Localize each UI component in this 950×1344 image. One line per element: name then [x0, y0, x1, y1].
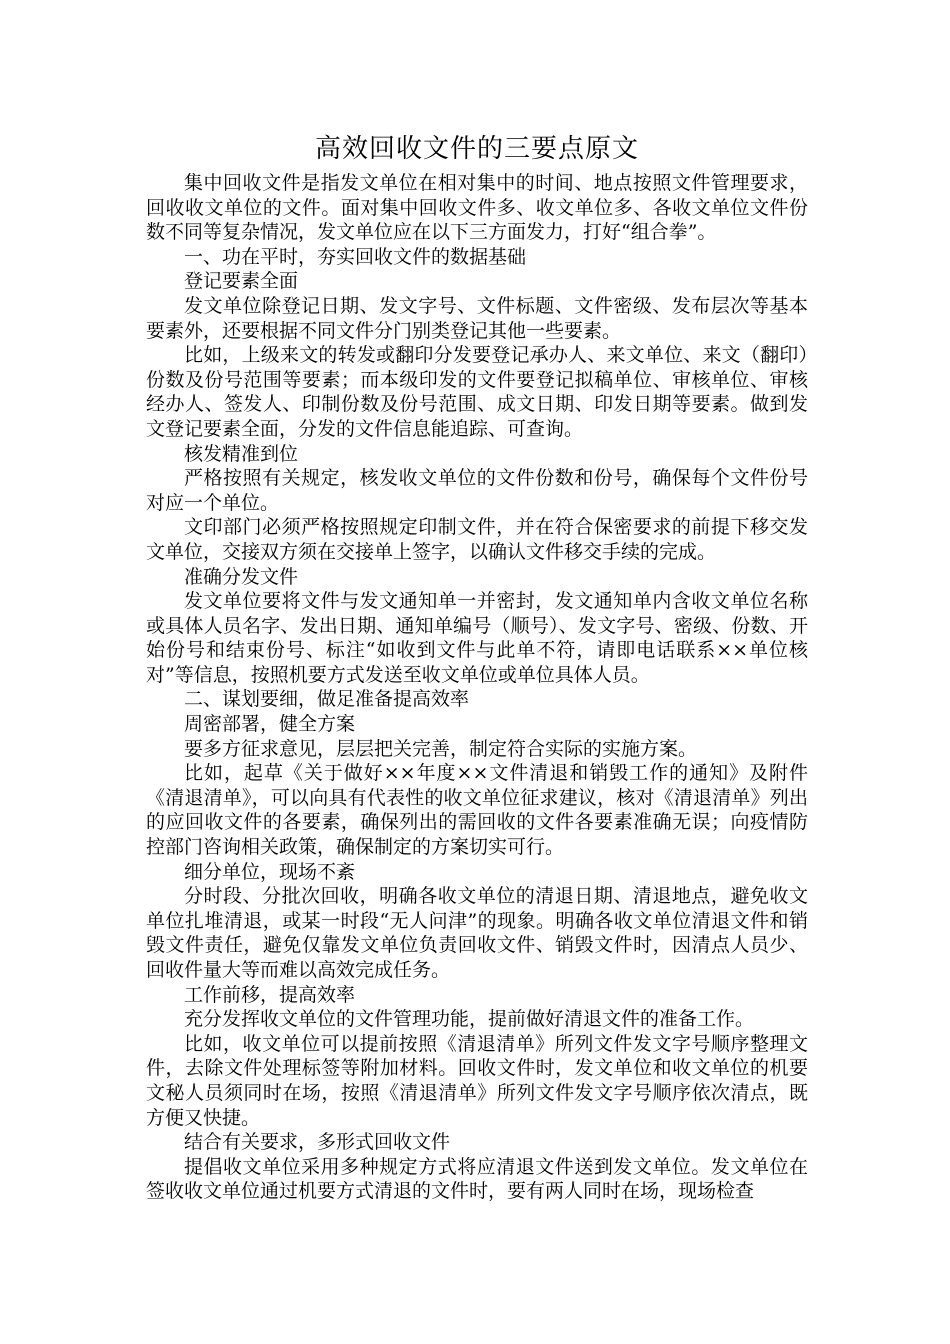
section-heading-2: 二、谋划要细，做足准备提高效率: [184, 688, 470, 711]
subheading-work-forward: 工作前移，提高效率: [184, 983, 356, 1006]
paragraph: 要多方征求意见，层层把关完善，制定符合实际的实施方案。: [184, 737, 698, 760]
document-page: [146, 131, 808, 1204]
subheading-deployment: 周密部署，健全方案: [184, 713, 356, 736]
paragraph: 分时段、分批次回收，明确各收文单位的清退日期、清退地点，避免收文单位扎堆清退，或某一时段“无人问津”的现象。明确各收文单位清退文件和销毁文件责任，避免仅靠发文单位负责回收文件、销毁文件时，因清点人员少、回收件量大等而难以高效完成任务。: [146, 885, 808, 981]
subheading-accurate-distribution: 准确分发文件: [184, 565, 299, 588]
paragraph: 严格按照有关规定，核发收文单位的文件份数和份号，确保每个文件份号对应一个单位。: [146, 467, 808, 514]
paragraph: 发文单位要将文件与发文通知单一并密封，发文通知单内含收文单位名称或具体人员名字、发出日期、通知单编号（顺号）、发文字号、密级、份数、开始份号和结束份号、标注“如收到文件与此单不符，请即电话联系××单位核对”等信息，按照机要方式发送至收文单位或单位具体人员。: [146, 590, 808, 686]
paragraph: 比如，起草《关于做好××年度××文件清退和销毁工作的通知》及附件《清退清单》，可以向具有代表性的收文单位征求建议，核对《清退清单》列出的应回收文件的各要素，确保列出的需回收的文件各要素准确无误；向疫情防控部门咨询相关政策，确保制定的方案切实可行。: [146, 762, 808, 859]
paragraph: 发文单位除登记日期、发文字号、文件标题、文件密级、发布层次等基本要素外，还要根据不同文件分门别类登记其他一些要素。: [146, 294, 808, 342]
paragraph: 充分发挥收文单位的文件管理功能，提前做好清退文件的准备工作。: [184, 1008, 755, 1031]
paragraph-intro: 集中回收文件是指发文单位在相对集中的时间、地点按照文件管理要求，回收收文单位的文件。面对集中回收文件多、收文单位多、各收文单位文件份数不同等复杂情况，发文单位应在以下三方面发力，打好“组合拳”。: [146, 172, 808, 244]
paragraph: 文印部门必须严格按照规定印制文件，并在符合保密要求的前提下移交发文单位，交接双方须在交接单上签字，以确认文件移交手续的完成。: [146, 516, 808, 563]
subheading-subdivide-units: 细分单位，现场不紊: [184, 860, 356, 883]
subheading-distribution-accuracy: 核发精准到位: [184, 442, 299, 465]
paragraph: 比如，上级来文的转发或翻印分发要登记承办人、来文单位、来文（翻印）份数及份号范围等要素；而本级印发的文件要登记拟稿单位、审核单位、审核经办人、签发人、印制份数及份号范围、成文日期、印发日期等要素。做到发文登记要素全面，分发的文件信息能追踪、可查询。: [146, 344, 808, 440]
section-heading-1: 一、功在平时，夯实回收文件的数据基础: [184, 245, 527, 268]
paragraph: 比如，收文单位可以提前按照《清退清单》所列文件发文字号顺序整理文件，去除文件处理标签等附加材料。回收文件时，发文单位和收文单位的机要文秘人员须同时在场，按照《清退清单》所列文件发文字号顺序依次清点，既方便又快捷。: [146, 1032, 808, 1129]
document-title: 高效回收文件的三要点原文: [314, 134, 639, 164]
paragraph: 提倡收文单位采用多种规定方式将应清退文件送到发文单位。发文单位在签收收文单位通过机要方式清退的文件时，要有两人同时在场，现场检查: [146, 1155, 808, 1203]
subheading-multi-form-recovery: 结合有关要求，多形式回收文件: [184, 1131, 451, 1154]
subheading-registration: 登记要素全面: [184, 270, 299, 293]
